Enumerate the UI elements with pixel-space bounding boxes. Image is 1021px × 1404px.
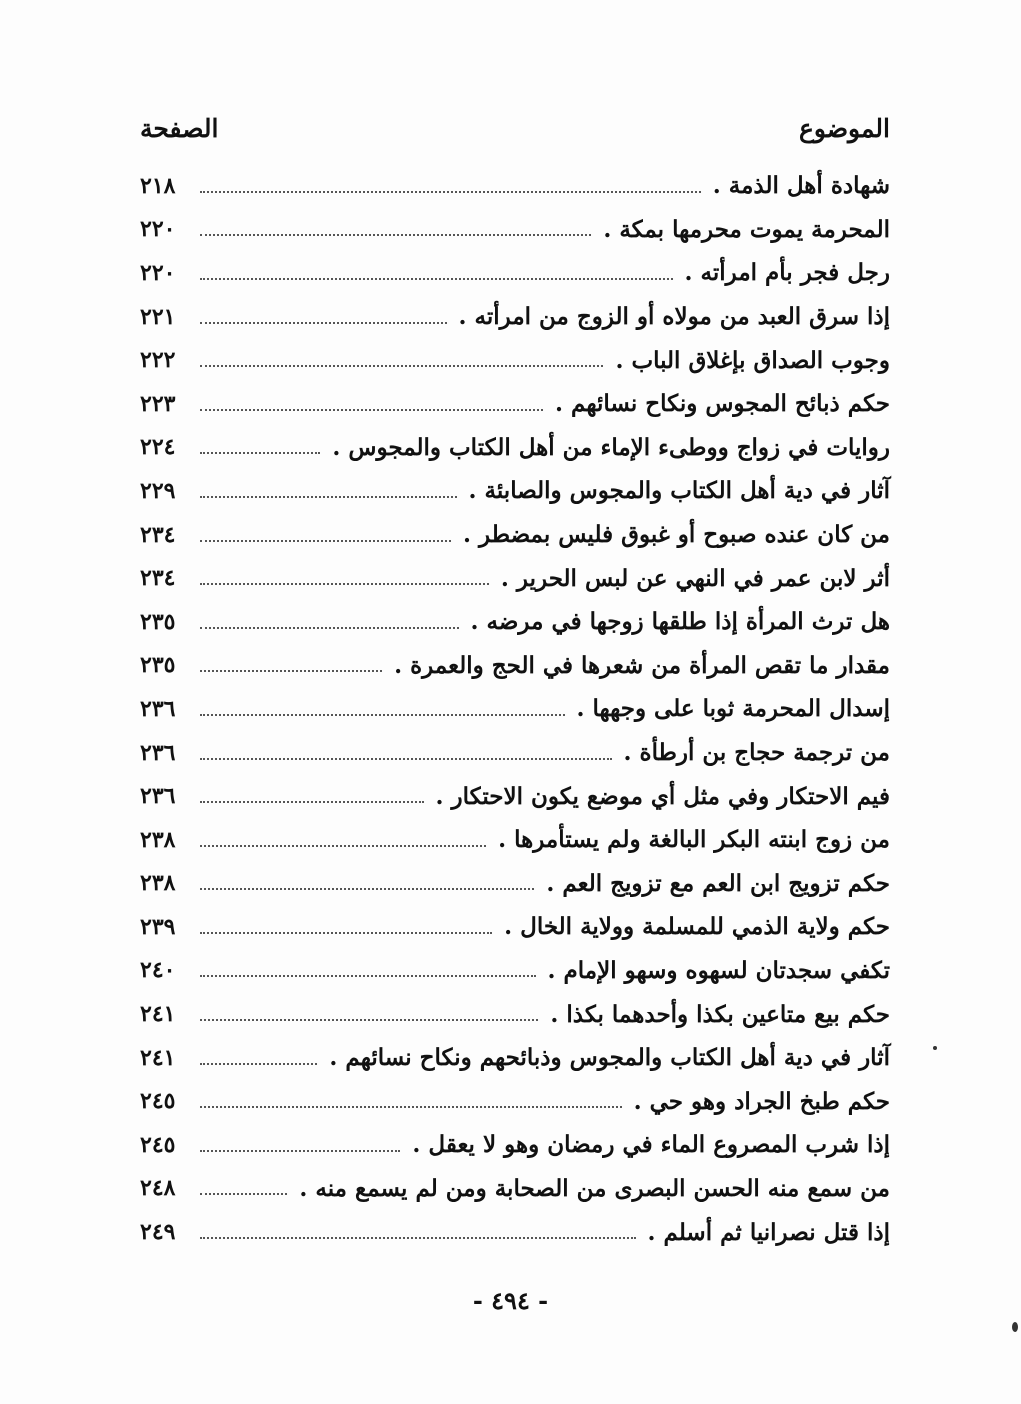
dot-leader bbox=[200, 452, 320, 454]
dot-leader bbox=[200, 758, 612, 760]
dot-leader bbox=[200, 365, 603, 367]
entry-title: هل ترث المرأة إذا طلقها زوجها في مرضه . bbox=[470, 608, 890, 636]
toc-entry bbox=[140, 556, 890, 600]
entry-title: آثار في دية أهل الكتاب والمجوس وذبائحهم ونكاح نسائهم . bbox=[329, 1044, 890, 1072]
entry-page-number: ٢٢١ bbox=[140, 303, 176, 330]
entry-title: من كان عنده صبوح أو غبوق فليس بمضطر . bbox=[463, 521, 890, 549]
entry-page-number: ٢٤٥ bbox=[140, 1131, 176, 1158]
entry-page-number: ٢٢٢ bbox=[140, 347, 176, 374]
entry-title: حكم بيع متاعين بكذا وأحدهما بكذا . bbox=[550, 1000, 890, 1028]
entry-page-number: ٢٢٠ bbox=[140, 216, 176, 243]
entry-title: إسدال المحرمة ثوبا على وجهها . bbox=[576, 695, 890, 723]
entry-title: فيم الاحتكار وفي مثل أي موضع يكون الاحتكار . bbox=[435, 782, 890, 810]
dot-leader bbox=[200, 1193, 287, 1195]
entry-title: تكفي سجدتان لسهوه وسهو الإمام . bbox=[547, 956, 890, 984]
scan-speck bbox=[933, 1046, 937, 1050]
toc-entry bbox=[140, 1079, 890, 1123]
page-column-label: الصفحة bbox=[140, 113, 219, 143]
entry-title: إذا سرق العبد من مولاه أو الزوج من امرأته . bbox=[458, 303, 890, 331]
entry-page-number: ٢٢٠ bbox=[140, 259, 176, 286]
entry-title: وجوب الصداق بإغلاق الباب . bbox=[615, 346, 890, 374]
entry-page-number: ٢٤١ bbox=[140, 1044, 176, 1071]
toc-entry bbox=[140, 687, 890, 731]
toc-entry bbox=[140, 949, 890, 993]
entry-page-number: ٢٣٤ bbox=[140, 565, 176, 592]
entry-page-number: ٢٣٦ bbox=[140, 695, 176, 722]
toc-entry bbox=[140, 382, 890, 426]
entry-page-number: ٢٣٦ bbox=[140, 739, 176, 766]
entry-page-number: ٢١٨ bbox=[140, 172, 176, 199]
toc-entry bbox=[140, 862, 890, 906]
subject-column-label: الموضوع bbox=[799, 113, 890, 143]
dot-leader bbox=[200, 1063, 317, 1065]
entry-page-number: ٢٤٠ bbox=[140, 957, 176, 984]
dot-leader bbox=[200, 888, 534, 890]
entry-page-number: ٢٣٩ bbox=[140, 913, 176, 940]
dot-leader bbox=[200, 670, 382, 672]
toc-entry bbox=[140, 426, 890, 470]
entry-page-number: ٢٣٨ bbox=[140, 826, 176, 853]
entry-page-number: ٢٣٥ bbox=[140, 608, 176, 635]
entry-title: من زوج ابنته البكر البالغة ولم يستأمرها . bbox=[498, 826, 890, 854]
entry-title: روايات في زواج ووطىء الإماء من أهل الكتاب والمجوس . bbox=[332, 433, 890, 461]
entry-title: أثر لابن عمر في النهي عن لبس الحرير . bbox=[500, 564, 890, 592]
dot-leader bbox=[200, 191, 701, 193]
dot-leader bbox=[200, 1150, 400, 1152]
dot-leader bbox=[200, 496, 457, 498]
toc-entry bbox=[140, 513, 890, 557]
entry-title: حكم طبخ الجراد وهو حي . bbox=[633, 1087, 890, 1115]
scan-speck bbox=[1012, 1322, 1018, 1332]
dot-leader bbox=[200, 540, 451, 542]
entry-page-number: ٢٣٥ bbox=[140, 652, 176, 679]
dot-leader bbox=[200, 1106, 622, 1108]
toc-entry bbox=[140, 1167, 890, 1211]
dot-leader bbox=[200, 278, 673, 280]
entry-title: إذا قتل نصرانيا ثم أسلم . bbox=[647, 1218, 890, 1246]
entry-title: إذا شرب المصروع الماء في رمضان وهو لا يعقل . bbox=[412, 1131, 890, 1159]
entry-page-number: ٢٤٩ bbox=[140, 1219, 176, 1246]
toc-entry bbox=[140, 731, 890, 775]
toc-entry bbox=[140, 600, 890, 644]
toc-entry bbox=[140, 164, 890, 208]
dot-leader bbox=[200, 845, 486, 847]
entry-title: المحرمة يموت محرمها بمكة . bbox=[603, 215, 890, 243]
dot-leader bbox=[200, 1019, 538, 1021]
entry-page-number: ٢٢٣ bbox=[140, 390, 176, 417]
entry-page-number: ٢٣٨ bbox=[140, 870, 176, 897]
toc-entry bbox=[140, 295, 890, 339]
entry-title: من سمع منه الحسن البصرى من الصحابة ومن لم يسمع منه . bbox=[299, 1174, 890, 1202]
dot-leader bbox=[200, 409, 543, 411]
entry-title: رجل فجر بأم امرأته . bbox=[684, 259, 890, 287]
entry-title: شهادة أهل الذمة . bbox=[712, 172, 890, 200]
toc-entry bbox=[140, 818, 890, 862]
dot-leader bbox=[200, 583, 489, 585]
toc-entry bbox=[140, 644, 890, 688]
dot-leader bbox=[200, 1237, 636, 1239]
toc-entry bbox=[140, 774, 890, 818]
dot-leader bbox=[200, 975, 536, 977]
entry-page-number: ٢٤٨ bbox=[140, 1175, 176, 1202]
toc-entry bbox=[140, 338, 890, 382]
table-of-contents bbox=[140, 164, 890, 1254]
page-number: - ٤٩٤ - bbox=[472, 1286, 549, 1315]
toc-entry bbox=[140, 208, 890, 252]
entry-page-number: ٢٢٤ bbox=[140, 434, 176, 461]
entry-page-number: ٢٣٦ bbox=[140, 783, 176, 810]
toc-header bbox=[140, 108, 890, 148]
entry-title: مقدار ما تقص المرأة من شعرها في الحج والعمرة . bbox=[394, 651, 890, 679]
entry-page-number: ٢٢٩ bbox=[140, 477, 176, 504]
entry-title: حكم تزويج ابن العم مع تزويج العم . bbox=[546, 869, 890, 897]
entry-title: آثار في دية أهل الكتاب والمجوس والصابئة . bbox=[468, 477, 890, 505]
dot-leader bbox=[200, 714, 565, 716]
toc-entry bbox=[140, 992, 890, 1036]
entry-title: حكم ذبائح المجوس ونكاح نسائهم . bbox=[555, 390, 890, 418]
toc-entry bbox=[140, 905, 890, 949]
entry-title: حكم ولاية الذمي للمسلمة وولاية الخال . bbox=[504, 913, 890, 941]
toc-entry bbox=[140, 469, 890, 513]
dot-leader bbox=[200, 322, 447, 324]
toc-entry bbox=[140, 251, 890, 295]
entry-title: من ترجمة حجاج بن أرطأة . bbox=[623, 739, 890, 767]
entry-page-number: ٢٤١ bbox=[140, 1001, 176, 1028]
dot-leader bbox=[200, 234, 591, 236]
entry-page-number: ٢٣٤ bbox=[140, 521, 176, 548]
dot-leader bbox=[200, 932, 492, 934]
entry-page-number: ٢٤٥ bbox=[140, 1088, 176, 1115]
toc-entry bbox=[140, 1036, 890, 1080]
dot-leader bbox=[200, 801, 424, 803]
toc-entry bbox=[140, 1210, 890, 1254]
dot-leader bbox=[200, 627, 459, 629]
toc-entry bbox=[140, 1123, 890, 1167]
